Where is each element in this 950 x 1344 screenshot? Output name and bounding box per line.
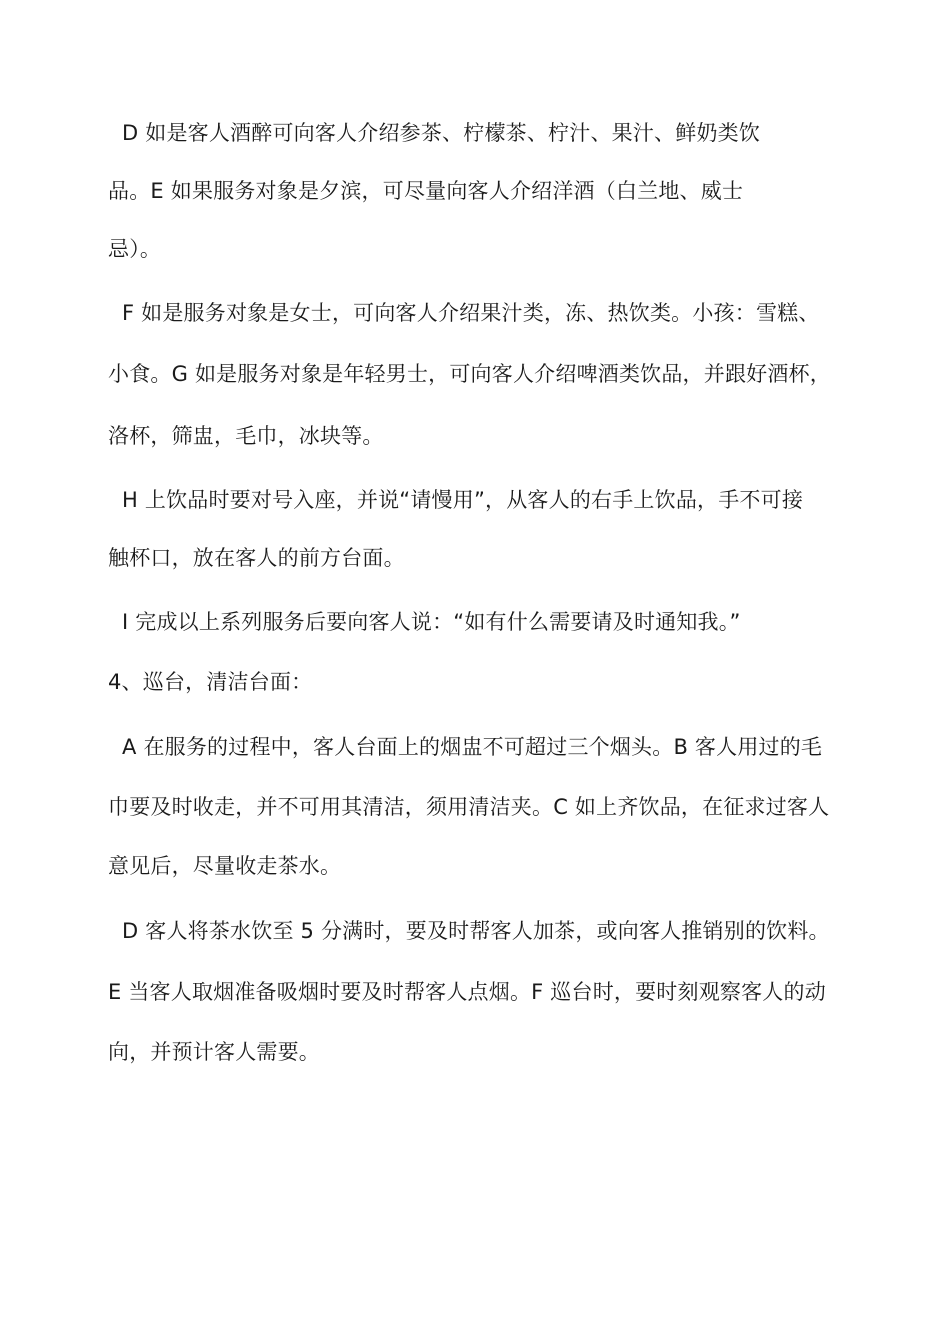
text-line-f-female-guest: F 如是服务对象是女士，可向客人介绍果汁类，冻、热饮类。小孩：雪糕、 [122,301,820,325]
text-line-e-foreign-guest: 品。E 如果服务对象是夕滨，可尽量向客人介绍洋酒（白兰地、威士 [108,179,744,203]
text-line-e-continued: 忌）。 [108,237,162,261]
text-line-d-drunk-guest: D 如是客人酒醉可向客人介绍参茶、柠檬茶、柠汁、果汁、鲜奶类饮 [122,121,761,145]
text-line-d-refill-tea: D 客人将茶水饮至 5 分满时，要及时帮客人加茶，或向客人推销别的饮料。 [122,919,830,943]
text-line-g-continued: 洛杯，筛盅，毛巾，冰块等。 [108,424,384,448]
text-line-h-continued: 触杯口，放在客人的前方台面。 [108,546,405,570]
text-line-g-young-male: 小食。G 如是服务对象是年轻男士，可向客人介绍啤酒类饮品，并跟好酒杯， [108,362,831,386]
section-heading-table-patrol: 4、巡台，清洁台面： [108,670,313,694]
text-line-e-light-cigarette: E 当客人取烟准备吸烟时要及时帮客人点烟。F 巡台时，要时刻观察客人的动 [108,980,826,1004]
text-line-a-ashtray: A 在服务的过程中，客人台面上的烟盅不可超过三个烟头。B 客人用过的毛 [122,735,823,759]
text-line-c-continued: 意见后，尽量收走茶水。 [108,854,342,878]
text-line-b-towel: 巾要及时收走，并不可用其清洁，须用清洁夹。C 如上齐饮品，在征求过客人 [108,795,830,819]
text-line-h-serving: H 上饮品时要对号入座，并说“请慢用”，从客人的右手上饮品，手不可接 [122,488,804,512]
text-line-f-continued: 向，并预计客人需要。 [108,1040,320,1064]
text-line-i-closing: I 完成以上系列服务后要向客人说：“如有什么需要请及时通知我。” [122,610,741,634]
